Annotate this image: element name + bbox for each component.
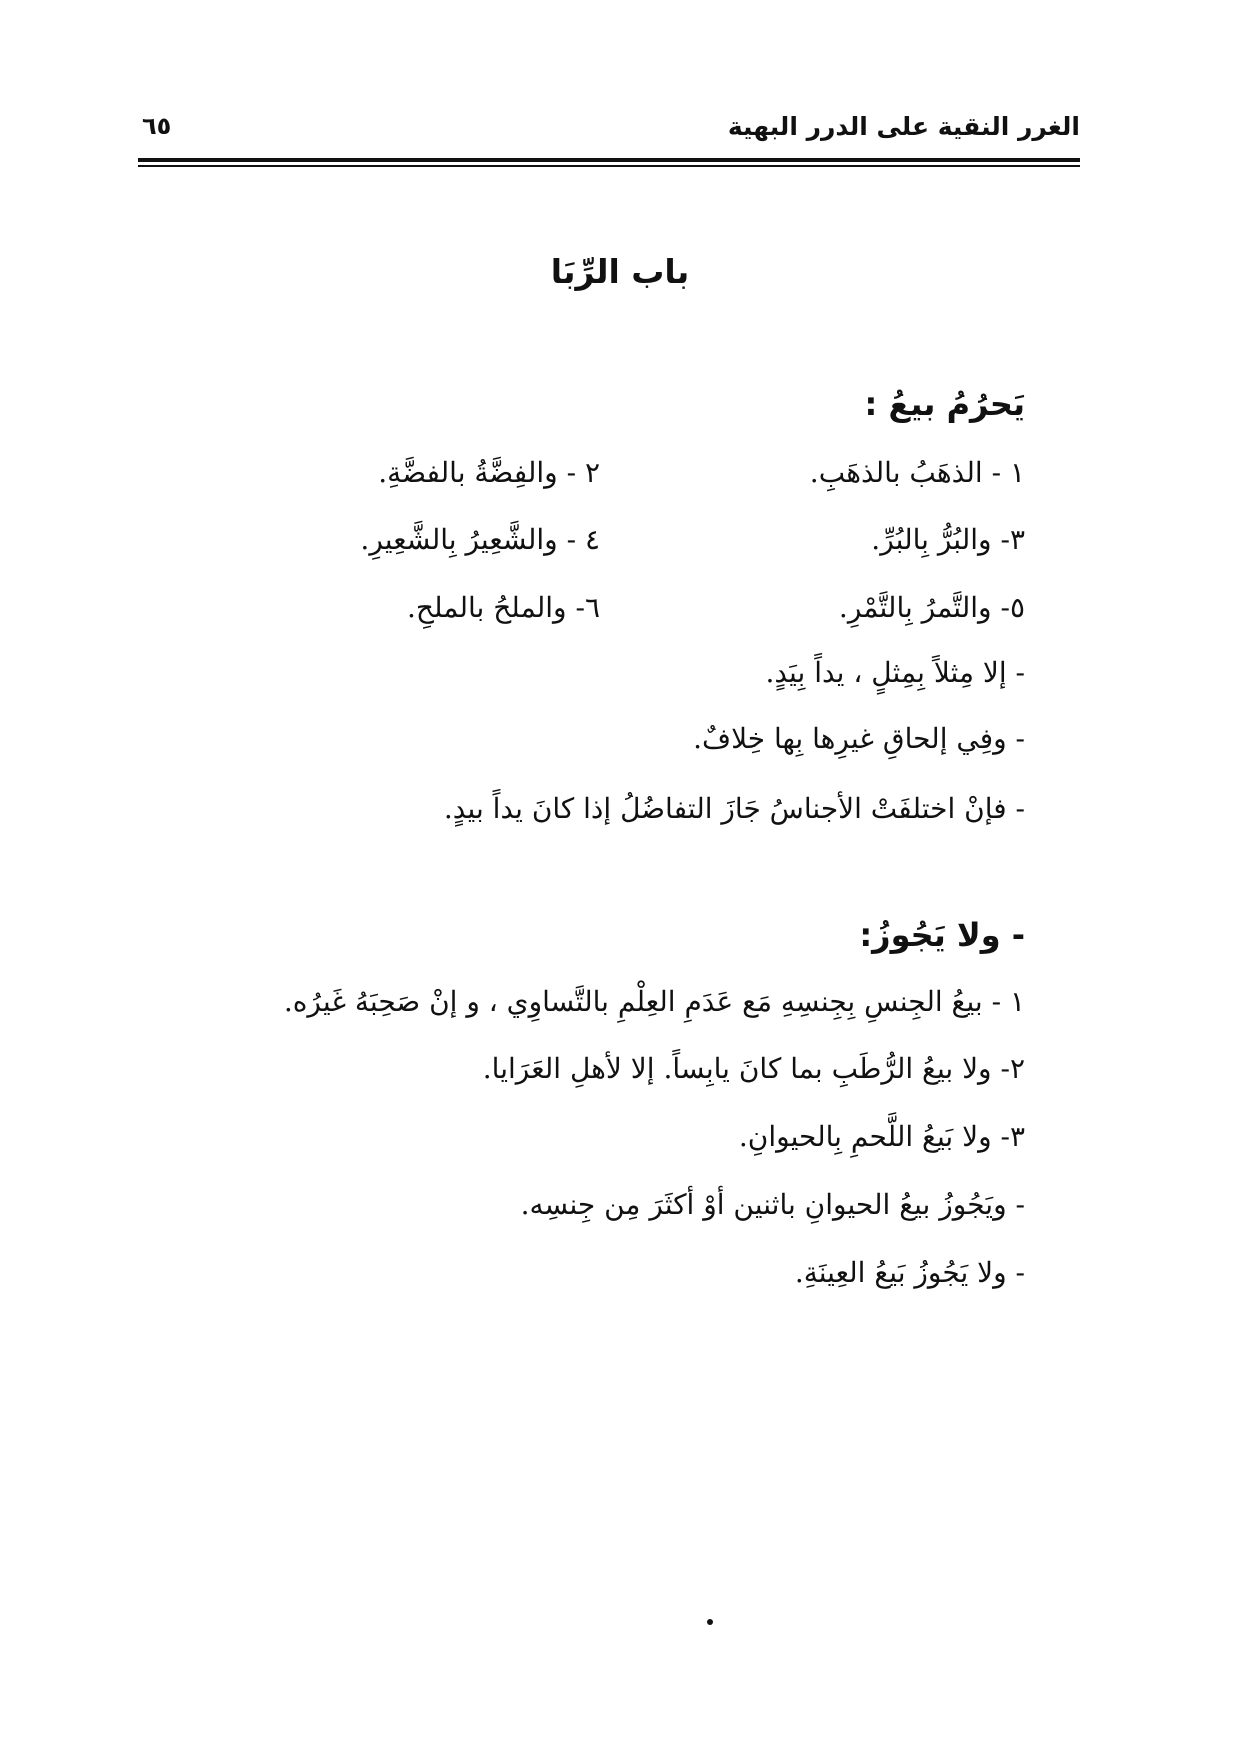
list-item: ٣- والبُرُّ بِالبُرِّ. [871, 523, 1025, 556]
section-heading-not-permitted: - ولا يَجُوزُ: [859, 916, 1025, 954]
list-item: ٢ - والفِضَّةُ بالفضَّةِ. [378, 456, 600, 489]
book-title: الغرر النقية على الدرر البهية [727, 112, 1080, 141]
section-heading-prohibited: يَحرُمُ بيعُ : [864, 385, 1025, 423]
list-item: ٢- ولا بيعُ الرُّطَبِ بما كانَ يابِساً. إلا لأهلِ العَرَايا. [482, 1052, 1025, 1085]
list-item: - ويَجُوزُ بيعُ الحيوانِ باثنين أوْ أكثَرَ مِن جِنسِه. [520, 1188, 1025, 1221]
header-rule-thin [138, 165, 1080, 167]
note-line: - فإنْ اختلفَتْ الأجناسُ جَازَ التفاضُلُ إذا كانَ يداً بيدٍ. [443, 792, 1025, 825]
running-header [138, 112, 1080, 156]
list-item: ٥- والتَّمرُ بِالتَّمْرِ. [838, 591, 1025, 624]
list-item: ١ - الذهَبُ بالذهَبِ. [809, 456, 1025, 489]
footer-dot [707, 1619, 713, 1625]
header-rule-thick [138, 158, 1080, 162]
note-line: - وفِي إلحاقِ غيرِها بِها خِلافٌ. [693, 722, 1025, 755]
list-item: - ولا يَجُوزُ بَيعُ العِينَةِ. [794, 1256, 1025, 1289]
chapter-title: باب الرِّبَا [550, 252, 690, 291]
list-item: ٦- والملحُ بالملحِ. [407, 591, 600, 624]
list-item: ٣- ولا بَيعُ اللَّحمِ بِالحيوانِ. [738, 1120, 1025, 1153]
list-item: ١ - بيعُ الجِنسِ بِجِنسِهِ مَع عَدَمِ العِلْمِ بالتَّساوِي ، و إنْ صَحِبَهُ غَيرُه. [283, 985, 1025, 1018]
page-number: ٦٥ [142, 112, 172, 140]
note-line: - إلا مِثلاً بِمِثلٍ ، يداً بِيَدٍ. [765, 656, 1025, 689]
list-item: ٤ - والشَّعِيرُ بِالشَّعِيرِ. [360, 523, 600, 556]
